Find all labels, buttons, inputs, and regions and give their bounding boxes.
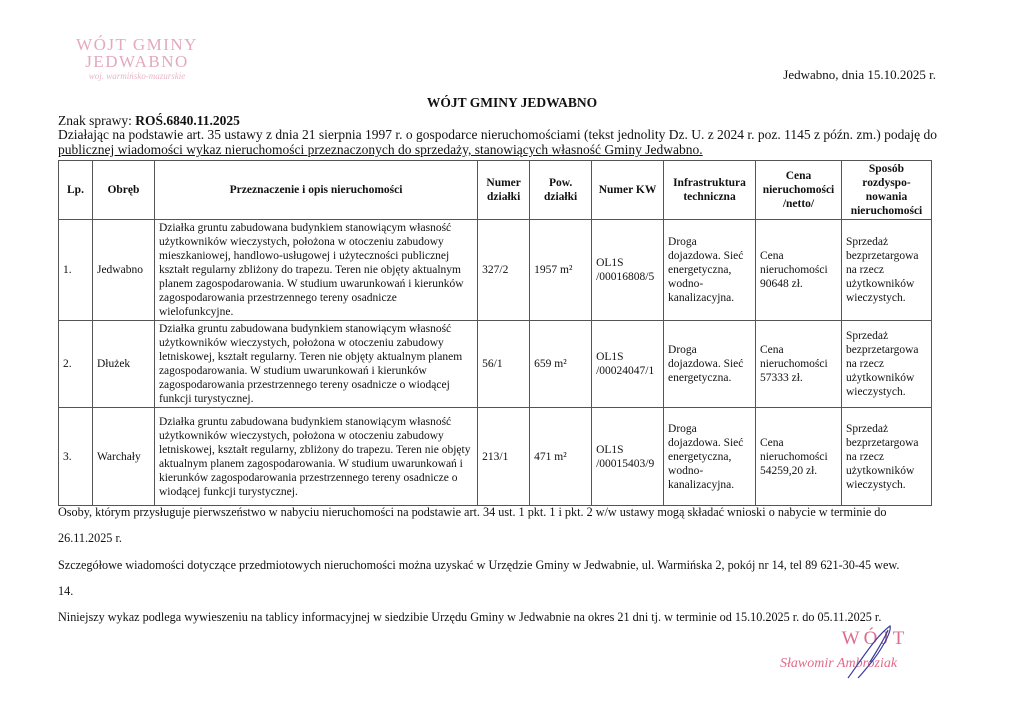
priority-note-line-2: 26.11.2025 r. xyxy=(58,531,122,545)
contact-note-line-2: 14. xyxy=(58,584,74,598)
priority-note-line-1: Osoby, którym przysługuje pierwszeństwo w nabyciu nieruchomości na podstawie art. 34 ust. 1 pkt. 1 i pkt. 2 w/w ustawy mogą składać wnioski o nabycie w terminie do xyxy=(58,505,887,519)
intro-line-2: publicznej wiadomości wykaz nieruchomości przeznaczonych do sprzedaży, stanowiących własność Gminy Jedwabno. xyxy=(58,142,703,157)
header-numer-kw: Numer KW xyxy=(592,161,664,220)
office-stamp xyxy=(62,36,212,82)
cell-numer-dzialki: 327/2 xyxy=(478,220,530,321)
cell-pow: 471 m² xyxy=(530,408,592,506)
cell-sposob: Sprzedaż bezprzetargowa na rzecz użytkowników wieczystych. xyxy=(841,220,931,321)
cell-lp: 3. xyxy=(59,408,93,506)
cell-infrastruktura: Droga dojazdowa. Sieć energetyczna. xyxy=(664,321,756,408)
cell-opis: Działka gruntu zabudowana budynkiem stanowiącym własność użytkowników wieczystych, położona w otoczeniu zabudowy letniskowej, kształt regularny. Teren nie objęty aktualnym planem zagospodarowania. W studium uwarunkowań i kierunków zagospodarowania przestrzennego tereny osadnicze o wiodącej funkcji turystycznej. xyxy=(154,321,477,408)
table-header-row xyxy=(59,161,932,220)
intro-line-1: Działając na podstawie art. 35 ustawy z dnia 21 sierpnia 1997 r. o gospodarce nieruchomościami (tekst jednolity Dz. U. z 2024 r. poz. 1145 z późn. zm.) podaję do xyxy=(58,127,938,142)
cell-kw: OL1S /00016808/5 xyxy=(592,220,664,321)
header-numer-dzialki: Numer działki xyxy=(478,161,530,220)
cell-numer-dzialki: 213/1 xyxy=(478,408,530,506)
cell-cena: Cena nieruchomości 54259,20 zł. xyxy=(755,408,841,506)
stamp-line-3: woj. warmińsko-mazurskie xyxy=(88,71,186,81)
cell-sposob: Sprzedaż bezprzetargowa na rzecz użytkowników wieczystych. xyxy=(841,408,931,506)
cell-obreb: Jedwabno xyxy=(92,220,154,321)
posting-note: Niniejszy wykaz podlega wywieszeniu na tablicy informacyjnej w siedzibie Urzędu Gminy w Jedwabnie na okres 21 dni tj. w terminie od 15.10.2025 r. do 05.11.2025 r. xyxy=(58,610,882,624)
cell-obreb: Warchały xyxy=(92,408,154,506)
stamp-line-1: WÓJT GMINY xyxy=(76,35,198,54)
stamp-line-2: JEDWABNO xyxy=(85,52,189,71)
cell-kw: OL1S /00024047/1 xyxy=(592,321,664,408)
case-reference-value: ROŚ.6840.11.2025 xyxy=(135,113,240,128)
handwritten-signature-icon xyxy=(840,622,900,682)
header-sposob: Sposób rozdyspo-nowania nieruchomości xyxy=(841,161,931,220)
case-reference-label: Znak sprawy: xyxy=(58,113,132,128)
header-infrastruktura: Infrastruktura techniczna xyxy=(664,161,756,220)
cell-pow: 1957 m² xyxy=(530,220,592,321)
table-row xyxy=(59,321,932,408)
cell-cena: Cena nieruchomości 90648 zł. xyxy=(755,220,841,321)
signature-title: WÓJT xyxy=(841,628,909,649)
header-obreb: Obręb xyxy=(92,161,154,220)
header-pow-dzialki: Pow. działki xyxy=(530,161,592,220)
document-heading: WÓJT GMINY JEDWABNO xyxy=(426,95,598,110)
cell-obreb: Dłużek xyxy=(92,321,154,408)
cell-numer-dzialki: 56/1 xyxy=(478,321,530,408)
table-row xyxy=(59,408,932,506)
signature-name: Sławomir Ambroziak xyxy=(780,656,898,671)
cell-cena: Cena nieruchomości 57333 zł. xyxy=(755,321,841,408)
cell-opis: Działka gruntu zabudowana budynkiem stanowiącym własność użytkowników wieczystych, położona w otoczeniu zabudowy mieszkaniowej, handlowo-usługowej i użyteczności publicznej kształt regularny zbliżony do trapezu. Teren nie objęty aktualnym planem zagospodarowania. W studium uwarunkowań i kierunków zagospodarowania przestrzennego tereny osadnicze wielofunkcyjne. xyxy=(154,220,477,321)
cell-sposob: Sprzedaż bezprzetargowa na rzecz użytkowników wieczystych. xyxy=(841,321,931,408)
signature-block xyxy=(780,628,950,672)
property-table xyxy=(58,160,932,506)
cell-opis: Działka gruntu zabudowana budynkiem stanowiącym własność użytkowników wieczystych, położona w otoczeniu zabudowy letniskowej, kształt regularny, zbliżony do trapezu. Teren nie objęty aktualnym planem zagospodarowania. W studium uwarunkowań i kierunków zagospodarowania przestrzennego tereny osadnicze o wiodącej funkcji turystycznej. xyxy=(154,408,477,506)
cell-infrastruktura: Droga dojazdowa. Sieć energetyczna, wodno-kanalizacyjna. xyxy=(664,408,756,506)
contact-note-line-1: Szczegółowe wiadomości dotyczące przedmiotowych nieruchomości można uzyskać w Urzędzie Gminy w Jedwabnie, ul. Warmińska 2, pokój nr 14, tel 89 621-30-45 wew. xyxy=(58,558,900,572)
header-opis: Przeznaczenie i opis nieruchomości xyxy=(154,161,477,220)
cell-kw: OL1S /00015403/9 xyxy=(592,408,664,506)
header-cena: Cena nieruchomości /netto/ xyxy=(755,161,841,220)
cell-infrastruktura: Droga dojazdowa. Sieć energetyczna, wodno-kanalizacyjna. xyxy=(664,220,756,321)
header-lp: Lp. xyxy=(59,161,93,220)
cell-pow: 659 m² xyxy=(530,321,592,408)
intro-paragraph xyxy=(58,127,978,157)
table-row xyxy=(59,220,932,321)
document-date: Jedwabno, dnia 15.10.2025 r. xyxy=(783,67,936,82)
cell-lp: 2. xyxy=(59,321,93,408)
cell-lp: 1. xyxy=(59,220,93,321)
